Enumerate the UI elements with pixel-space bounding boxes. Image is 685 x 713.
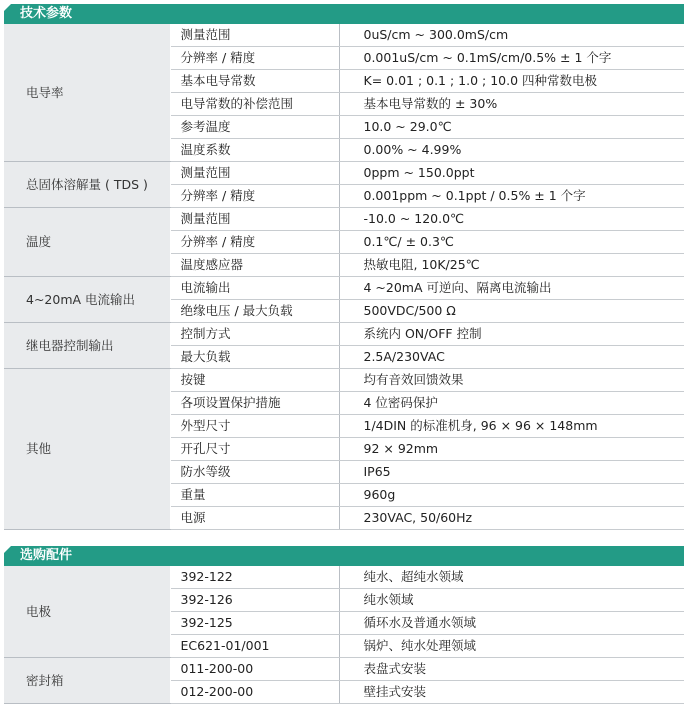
item-value-cell: 0uS/cm ~ 300.0mS/cm: [339, 24, 684, 47]
item-label-cell: 防水等级: [170, 461, 339, 484]
category-cell: 温度: [4, 208, 170, 277]
table-row: [4, 566, 684, 589]
accessories-section: [4, 546, 684, 704]
item-value-cell: 0ppm ~ 150.0ppt: [339, 162, 684, 185]
item-value-cell: 系统内 ON/OFF 控制: [339, 323, 684, 346]
item-value-cell: 表盘式安装: [339, 658, 684, 681]
item-value-cell: 1/4DIN 的标准机身, 96 × 96 × 148mm: [339, 415, 684, 438]
header-corner-notch: [4, 546, 11, 553]
category-cell: 密封箱: [4, 658, 170, 704]
category-cell: 4~20mA 电流输出: [4, 277, 170, 323]
item-value-cell: 230VAC, 50/60Hz: [339, 507, 684, 530]
item-label-cell: 参考温度: [170, 116, 339, 139]
table-row: [4, 323, 684, 346]
item-value-cell: 纯水领域: [339, 589, 684, 612]
item-label-cell: 电源: [170, 507, 339, 530]
item-label-cell: 控制方式: [170, 323, 339, 346]
item-value-cell: -10.0 ~ 120.0℃: [339, 208, 684, 231]
item-value-cell: 纯水、超纯水领域: [339, 566, 684, 589]
item-label-cell: 测量范围: [170, 208, 339, 231]
accessories-title: 选购配件: [20, 548, 73, 563]
item-label-cell: 绝缘电压 / 最大负载: [170, 300, 339, 323]
item-label-cell: 最大负载: [170, 346, 339, 369]
item-value-cell: 92 × 92mm: [339, 438, 684, 461]
table-row: [4, 208, 684, 231]
item-value-cell: 0.001uS/cm ~ 0.1mS/cm/0.5% ± 1 个字: [339, 47, 684, 70]
table-row: [4, 162, 684, 185]
table-row: [4, 24, 684, 47]
item-value-cell: K= 0.01 ; 0.1 ; 1.0 ; 10.0 四种常数电极: [339, 70, 684, 93]
tech-params-title: 技术参数: [20, 6, 73, 21]
table-row: [4, 658, 684, 681]
item-value-cell: IP65: [339, 461, 684, 484]
accessories-header: [4, 546, 684, 566]
item-value-cell: 500VDC/500 Ω: [339, 300, 684, 323]
item-value-cell: 10.0 ~ 29.0℃: [339, 116, 684, 139]
tech-params-header: [4, 4, 684, 24]
item-value-cell: 循环水及普通水领域: [339, 612, 684, 635]
item-label-cell: 012-200-00: [170, 681, 339, 704]
item-value-cell: 960g: [339, 484, 684, 507]
item-label-cell: 温度系数: [170, 139, 339, 162]
item-label-cell: 测量范围: [170, 162, 339, 185]
item-label-cell: 开孔尺寸: [170, 438, 339, 461]
item-label-cell: 011-200-00: [170, 658, 339, 681]
tech-params-section: [4, 4, 684, 530]
item-value-cell: 热敏电阻, 10K/25℃: [339, 254, 684, 277]
item-label-cell: 各项设置保护措施: [170, 392, 339, 415]
item-label-cell: 分辨率 / 精度: [170, 47, 339, 70]
item-value-cell: 0.00% ~ 4.99%: [339, 139, 684, 162]
category-cell: 电导率: [4, 24, 170, 162]
item-value-cell: 锅炉、纯水处理领域: [339, 635, 684, 658]
item-label-cell: 392-125: [170, 612, 339, 635]
item-label-cell: 测量范围: [170, 24, 339, 47]
item-value-cell: 4 位密码保护: [339, 392, 684, 415]
item-label-cell: 重量: [170, 484, 339, 507]
item-label-cell: 按键: [170, 369, 339, 392]
item-label-cell: 分辨率 / 精度: [170, 185, 339, 208]
header-corner-notch: [4, 4, 11, 11]
item-label-cell: 分辨率 / 精度: [170, 231, 339, 254]
item-label-cell: 外型尺寸: [170, 415, 339, 438]
item-label-cell: 392-122: [170, 566, 339, 589]
item-value-cell: 0.001ppm ~ 0.1ppt / 0.5% ± 1 个字: [339, 185, 684, 208]
item-label-cell: 电导常数的补偿范围: [170, 93, 339, 116]
accessories-table: [4, 566, 684, 704]
item-value-cell: 均有音效回馈效果: [339, 369, 684, 392]
category-cell: 总固体溶解量 ( TDS ): [4, 162, 170, 208]
table-row: [4, 277, 684, 300]
item-label-cell: 电流输出: [170, 277, 339, 300]
tech-params-table: [4, 24, 684, 530]
item-value-cell: 4 ~20mA 可逆向、隔离电流输出: [339, 277, 684, 300]
item-value-cell: 壁挂式安装: [339, 681, 684, 704]
item-label-cell: 392-126: [170, 589, 339, 612]
item-label-cell: 温度感应器: [170, 254, 339, 277]
item-label-cell: 基本电导常数: [170, 70, 339, 93]
category-cell: 其他: [4, 369, 170, 530]
item-label-cell: EC621-01/001: [170, 635, 339, 658]
item-value-cell: 基本电导常数的 ± 30%: [339, 93, 684, 116]
category-cell: 继电器控制输出: [4, 323, 170, 369]
table-row: [4, 369, 684, 392]
category-cell: 电极: [4, 566, 170, 658]
item-value-cell: 0.1℃/ ± 0.3℃: [339, 231, 684, 254]
item-value-cell: 2.5A/230VAC: [339, 346, 684, 369]
